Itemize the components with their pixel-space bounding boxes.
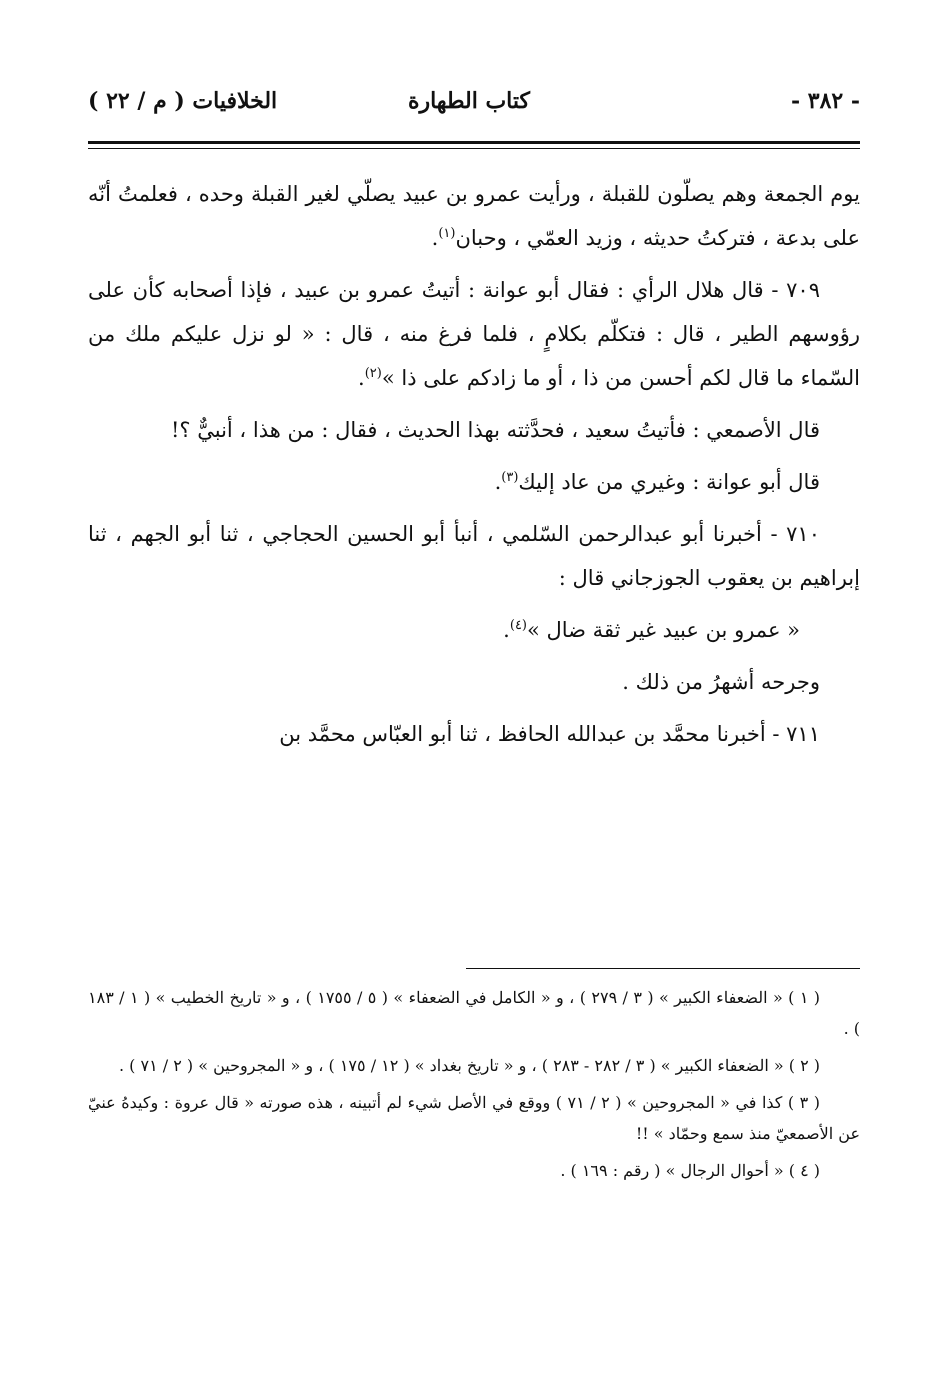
paragraph: ٧١١ - أخبرنا محمَّد بن عبدالله الحافظ ، ثنا أبو العبّاس محمَّد بن bbox=[279, 722, 820, 746]
book-title: كتاب الطهارة bbox=[407, 88, 530, 114]
footnote: ( ٣ ) كذا في « المجروحين » ( ٢ / ٧١ ) ووقع في الأصل شيء لم أتبينه ، هذه صورته « قال عروة : وكيدهُ عنيّ عن الأصمعيّ منذ سمع وحمّاد » !! bbox=[88, 1093, 860, 1143]
page-header bbox=[88, 78, 860, 124]
paragraph: قال أبو عوانة : وغيري من عاد إليك$^{(٣)}$. bbox=[494, 470, 820, 494]
page-number: - ٣٨٢ - bbox=[790, 88, 860, 114]
paragraph: قال الأصمعي : فأتيتُ سعيد ، فحدَّثته بهذا الحديث ، فقال : من هذا ، أنبيٌّ ؟! bbox=[170, 418, 820, 442]
paragraph: يوم الجمعة وهم يصلّون للقبلة ، ورأيت عمرو بن عبيد يصلّي لغير القبلة وحده ، فعلمتُ أنّه على بدعة ، فتركتُ حديثه ، وزيد العمّي ، وحبان$^{(١)}$. bbox=[88, 182, 860, 250]
footnote: ( ١ ) « الضعفاء الكبير » ( ٣ / ٢٧٩ ) ، و « الكامل في الضعفاء » ( ٥ / ١٧٥٥ ) ، و « تاريخ الخطيب » ( ١ / ١٨٣ ) . bbox=[88, 988, 860, 1038]
part-title: الخلافيات ( م / ٢٢ ) bbox=[88, 88, 278, 114]
header-rule-thin bbox=[88, 148, 860, 149]
paragraph: ٧١٠ - أخبرنا أبو عبدالرحمن السّلمي ، أنبأ أبو الحسين الحجاجي ، ثنا أبو الجهم ، ثنا إبراهيم بن يعقوب الجوزجاني قال : bbox=[88, 522, 860, 590]
header-rule-thick bbox=[88, 141, 860, 144]
paragraph: وجرحه أشهرُ من ذلك . bbox=[622, 670, 820, 694]
quote: « عمرو بن عبيد غير ثقة ضال »$^{(٤)}$. bbox=[503, 618, 800, 642]
footnote: ( ٤ ) « أحوال الرجال » ( رقم : ١٦٩ ) . bbox=[560, 1161, 820, 1180]
footnote-ref: (٣) bbox=[501, 470, 519, 485]
footnote: ( ٢ ) « الضعفاء الكبير » ( ٣ / ٢٨٢ - ٢٨٣ ) ، و « تاريخ بغداد » ( ١٢ / ١٧٥ ) ، و « المجروحين » ( ٢ / ٧١ ) . bbox=[118, 1056, 820, 1075]
main-text bbox=[88, 172, 860, 764]
footnote-separator bbox=[466, 968, 860, 969]
footnotes bbox=[88, 982, 860, 1192]
footnote-ref: (١) bbox=[438, 226, 456, 241]
footnote-ref: (٤) bbox=[509, 618, 527, 633]
paragraph: ٧٠٩ - قال هلال الرأي : فقال أبو عوانة : أتيتُ عمرو بن عبيد ، فإذا أصحابه كأن على رؤوسهم الطير ، قال : فتكلّم بكلامٍ ، فلما فرغ منه ، قال : « لو نزل عليكم ملك من السّماء ما قال لكم أحسن من ذا ، أو ما زادكم على ذا »$^{(٢)}$. bbox=[88, 278, 860, 390]
footnote-ref: (٢) bbox=[364, 366, 382, 381]
